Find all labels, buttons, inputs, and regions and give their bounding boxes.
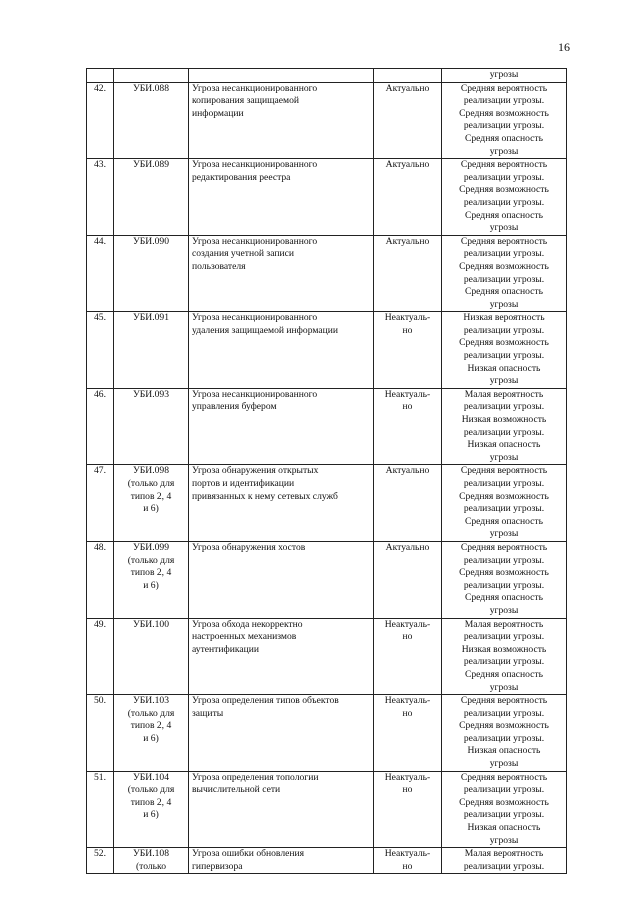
assessment-line: реализации угрозы. [463, 656, 545, 668]
assessment-line: Низкая опасность [467, 745, 541, 757]
assessment-line: Средняя вероятность [460, 235, 548, 247]
assessment-line: Средняя возможность [459, 796, 549, 808]
relevance-line: Актуально [385, 82, 430, 94]
assessment-line: угрозы [489, 604, 519, 616]
threat-name-cell [189, 159, 374, 236]
assessment-line: Средняя опасность [464, 515, 543, 527]
relevance-line: Неактуаль- [384, 848, 431, 860]
relevance-cell [374, 159, 442, 236]
threat-name-line: редактирования реестра [192, 171, 291, 183]
relevance-line: но [402, 324, 413, 336]
threat-code-line: УБИ.104 [132, 771, 170, 783]
table-row [87, 771, 567, 848]
table-row-continuation [87, 69, 567, 83]
assessment-line: Низкая возможность [461, 643, 547, 655]
table-row [87, 695, 567, 772]
table-row [87, 235, 567, 312]
relevance-line: Неактуаль- [384, 388, 431, 400]
threat-code-line: УБИ.088 [132, 82, 170, 94]
threat-name-line: защиты [192, 707, 224, 719]
threat-name-cell [189, 388, 374, 465]
assessment-cell [442, 618, 567, 695]
threat-name-line: портов и идентификации [192, 478, 295, 489]
assessment-line: реализации угрозы. [463, 554, 545, 566]
assessment-line: Средняя вероятность [460, 159, 548, 171]
threat-name-line: Угроза несанкционированного [192, 312, 318, 324]
relevance-cell [374, 82, 442, 159]
relevance-line: но [402, 631, 413, 643]
relevance-line: но [402, 784, 413, 796]
row-number-cell: 45. [87, 312, 114, 389]
threat-code-cell [114, 159, 189, 236]
assessment-cell [442, 695, 567, 772]
relevance-cell [374, 465, 442, 542]
threat-name-line: привязанных к нему сетевых служб [192, 490, 338, 502]
assessment-line: Средняя вероятность [460, 465, 548, 477]
row-number-cell: 48. [87, 541, 114, 618]
relevance-line: Неактуаль- [384, 695, 431, 707]
assessment-cell [442, 771, 567, 848]
relevance-line: но [402, 860, 413, 872]
table-row [87, 848, 567, 874]
assessment-line: Низкая опасность [467, 362, 541, 374]
assessment-line: реализации угрозы. [463, 248, 545, 260]
table-row [87, 465, 567, 542]
assessment-line: Средняя возможность [459, 567, 549, 579]
assessment-line: реализации угрозы. [463, 579, 545, 591]
relevance-line: Неактуаль- [384, 771, 431, 783]
assessment-cell [442, 541, 567, 618]
threat-name-line: удаления защищаемой информации [192, 324, 339, 336]
threat-code-line: и 6) [143, 579, 159, 591]
assessment-line: Средняя вероятность [460, 695, 548, 707]
assessment-line: Средняя опасность [464, 209, 543, 221]
threat-name-cell [189, 235, 374, 312]
threat-name-line: настроенных механизмов [192, 631, 297, 643]
assessment-line: реализации угрозы. [463, 273, 545, 285]
relevance-cell [374, 618, 442, 695]
row-number-cell: 50. [87, 695, 114, 772]
assessment-line: Малая вероятность [464, 848, 544, 860]
table-row [87, 388, 567, 465]
assessment-line: угрозы [489, 681, 519, 693]
assessment-line: Малая вероятность [464, 618, 544, 630]
threat-code-cell [114, 771, 189, 848]
threat-name-line: Угроза несанкционированного [192, 235, 318, 247]
assessment-line: Средняя опасность [464, 592, 543, 604]
assessment-line: угрозы [489, 758, 519, 770]
threat-code-cell [114, 312, 189, 389]
assessment-line: реализации угрозы. [463, 503, 545, 515]
threat-name-line: Угроза определения топологии [192, 771, 319, 783]
threat-code-line: УБИ.103 [132, 695, 170, 707]
assessment-line: Средняя возможность [459, 184, 549, 196]
threat-name-line: управления буфером [192, 401, 277, 413]
assessment-cell [442, 465, 567, 542]
threat-name-line: Угроза несанкционированного [192, 82, 318, 94]
assessment-line: угрозы [489, 145, 519, 157]
threat-name-line: копирования защищаемой [192, 95, 300, 107]
relevance-line: Актуально [385, 235, 430, 247]
assessment-line: Средняя вероятность [460, 82, 548, 94]
threat-code-cell [114, 618, 189, 695]
row-number-cell: 47. [87, 465, 114, 542]
threat-name-line: Угроза несанкционированного [192, 388, 318, 400]
page-number: 16 [558, 40, 570, 54]
assessment-line: реализации угрозы. [463, 784, 545, 796]
assessment-cell [442, 159, 567, 236]
threat-name-line: пользователя [192, 260, 246, 272]
assessment-line: реализации угрозы. [463, 631, 545, 643]
assessment-cell [442, 82, 567, 159]
threat-code-line: УБИ.098 [132, 465, 170, 477]
threat-name-line: вычислительной сети [192, 784, 281, 796]
relevance-line: Неактуаль- [384, 312, 431, 324]
relevance-line: Актуально [385, 159, 430, 171]
assessment-line: Средняя вероятность [460, 541, 548, 553]
row-number-cell: 49. [87, 618, 114, 695]
threat-code-cell [114, 541, 189, 618]
threat-code-line: и 6) [143, 809, 159, 821]
relevance-line: Актуально [385, 465, 430, 477]
assessment-line: Малая вероятность [464, 388, 544, 400]
assessment-line: реализации угрозы. [463, 171, 545, 183]
table-row [87, 618, 567, 695]
threats-table-body [87, 69, 567, 874]
threat-code-line: (только для [127, 554, 175, 566]
assessment-line: реализации угрозы. [463, 401, 545, 413]
assessment-line: Средняя возможность [459, 107, 549, 119]
threat-name-line: Угроза обхода некорректно [192, 618, 303, 630]
assessment-line: реализации угрозы. [463, 809, 545, 821]
threat-code-line: УБИ.090 [132, 235, 170, 247]
threat-code-line: типов 2, 4 [130, 490, 172, 502]
relevance-cell [374, 388, 442, 465]
row-number-cell: 51. [87, 771, 114, 848]
threat-code-line: УБИ.093 [132, 388, 170, 400]
assessment-line: Средняя возможность [459, 337, 549, 349]
relevance-cell [374, 235, 442, 312]
assessment-line: Средняя вероятность [460, 771, 548, 783]
threat-name-cell [189, 695, 374, 772]
assessment-line: Средняя опасность [464, 668, 543, 680]
threats-table [86, 68, 567, 874]
threat-name-cell [189, 541, 374, 618]
assessment-line: реализации угрозы. [463, 732, 545, 744]
relevance-cell [374, 541, 442, 618]
threat-code-line: (только для [127, 478, 175, 489]
threat-code-cell [114, 388, 189, 465]
assessment-line: реализации угрозы. [463, 860, 545, 872]
threat-name-cell [189, 82, 374, 159]
threat-name-line: Угроза обнаружения открытых [192, 465, 319, 477]
assessment-line: Низкая опасность [467, 439, 541, 451]
assessment-line: угрозы [489, 451, 519, 463]
table-row [87, 312, 567, 389]
threat-name-cell [189, 465, 374, 542]
threat-code-line: УБИ.099 [132, 541, 170, 553]
threat-name-cell [189, 848, 374, 874]
assessment-line: реализации угрозы. [463, 478, 545, 489]
threat-name-line: аутентификации [192, 643, 260, 655]
table-row [87, 159, 567, 236]
row-number-cell: 46. [87, 388, 114, 465]
threat-code-line: и 6) [143, 732, 159, 744]
threat-code-cell [114, 695, 189, 772]
table-row [87, 82, 567, 159]
threat-name-cell [189, 771, 374, 848]
threat-code-cell [114, 235, 189, 312]
threat-code-cell [114, 465, 189, 542]
threat-code-line: типов 2, 4 [130, 567, 172, 579]
row-number-cell: 42. [87, 82, 114, 159]
threat-name-cell [189, 618, 374, 695]
threat-name-line: Угроза обнаружения хостов [192, 541, 306, 553]
table-row [87, 541, 567, 618]
relevance-line: но [402, 401, 413, 413]
assessment-line: реализации угрозы. [463, 95, 545, 107]
threat-code-line: УБИ.089 [132, 159, 170, 171]
threat-code-cell [114, 848, 189, 874]
relevance-line: но [402, 707, 413, 719]
threat-code-line: типов 2, 4 [130, 720, 172, 732]
assessment-line: угрозы [489, 222, 519, 234]
relevance-cell [374, 771, 442, 848]
assessment-line: угрозы [489, 375, 519, 387]
threat-code-cell [114, 82, 189, 159]
threat-name-line: создания учетной записи [192, 248, 295, 260]
assessment-line: реализации угрозы. [463, 196, 545, 208]
assessment-cell [442, 848, 567, 874]
threat-name-cell [189, 69, 374, 83]
assessment-line: Средняя возможность [459, 260, 549, 272]
threat-code-line: УБИ.091 [132, 312, 170, 324]
row-number-cell: 52. [87, 848, 114, 874]
relevance-cell [374, 848, 442, 874]
assessment-cell: угрозы [442, 69, 567, 83]
relevance-line: Неактуаль- [384, 618, 431, 630]
relevance-cell [374, 312, 442, 389]
relevance-cell [374, 69, 442, 83]
threat-code-line: и 6) [143, 503, 159, 515]
threat-code-line: (только [135, 860, 167, 872]
assessment-line: Средняя возможность [459, 720, 549, 732]
threat-name-line: информации [192, 107, 244, 119]
assessment-cell [442, 312, 567, 389]
threat-code-line: типов 2, 4 [130, 796, 172, 808]
threat-code-line: УБИ.100 [132, 618, 170, 630]
assessment-line: угрозы [489, 528, 519, 540]
threat-name-line: Угроза ошибки обновления [192, 848, 305, 860]
relevance-cell [374, 695, 442, 772]
threat-name-line: гипервизора [192, 860, 243, 872]
assessment-cell [442, 388, 567, 465]
threat-code-line: (только для [127, 707, 175, 719]
threat-code-line: УБИ.108 [132, 848, 170, 860]
assessment-cell [442, 235, 567, 312]
assessment-line: Средняя возможность [459, 490, 549, 502]
assessment-line: Низкая возможность [461, 414, 547, 426]
assessment-line: Низкая вероятность [463, 312, 545, 324]
assessment-line: реализации угрозы. [463, 426, 545, 438]
threat-code-line: (только для [127, 784, 175, 796]
assessment-line: реализации угрозы. [463, 324, 545, 336]
assessment-line: угрозы [489, 298, 519, 310]
relevance-line: Актуально [385, 541, 430, 553]
threat-name-line: Угроза определения типов объектов [192, 695, 339, 707]
assessment-line: угрозы [489, 834, 519, 846]
threat-code-cell [114, 69, 189, 83]
row-number-cell: 43. [87, 159, 114, 236]
threat-name-line: Угроза несанкционированного [192, 159, 318, 171]
threat-name-cell [189, 312, 374, 389]
assessment-line: Средняя опасность [464, 132, 543, 144]
assessment-line: реализации угрозы. [463, 350, 545, 362]
assessment-line: реализации угрозы. [463, 120, 545, 132]
assessment-line: Средняя опасность [464, 286, 543, 298]
assessment-line: Низкая опасность [467, 822, 541, 834]
row-number-cell [87, 69, 114, 83]
row-number-cell: 44. [87, 235, 114, 312]
assessment-line: реализации угрозы. [463, 707, 545, 719]
